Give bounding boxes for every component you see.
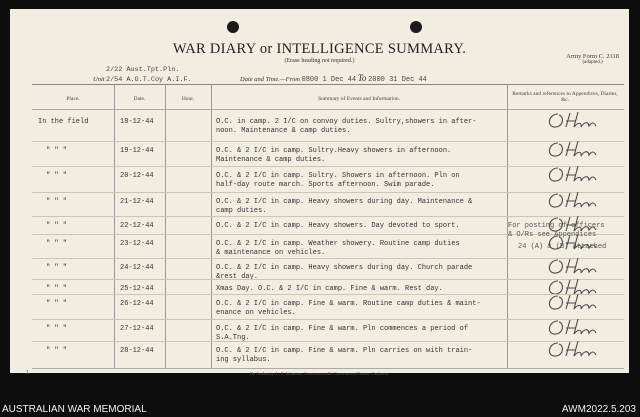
punch-hole [410,21,422,33]
signature-initials [544,139,614,161]
row-summary-line: O.C. & 2 I/C in camp. Heavy showers during day. Church parade [216,264,473,272]
row-date: 27-12-44 [120,325,154,333]
unit-line-1: 2/22 Aust.Tpt.Pln. [106,66,180,74]
row-divider [32,166,624,167]
header-hour: Hour. [181,96,195,102]
unit-label: Unit [93,76,105,83]
header-divider [32,109,624,110]
row-date: 19-12-44 [120,147,154,155]
form-note: (adapted.) [582,60,603,65]
row-date: 28-12-44 [120,347,154,355]
row-divider [32,141,624,142]
row-place: " " " [46,240,68,248]
row-date: 21-12-44 [120,198,154,206]
to-label: To [357,73,367,83]
remarks-line-2: & O/Rs see Appendices [508,231,597,239]
row-summary-line: Maintenance & camp duties. [216,156,326,164]
row-divider [32,216,624,217]
row-summary-line: O.C. & 2 I/C in camp. Fine & warm. Pln commences a period of [216,325,469,333]
document-title: WAR DIARY or INTELLIGENCE SUMMARY. [172,41,467,57]
date-range [240,73,427,84]
unit-value [106,65,192,85]
date-from: 0800 1 Dec 44 [301,76,357,84]
row-summary-line: O.C. & 2 I/C in camp. Sultry. Showers in afternoon. Pln on [216,172,460,180]
row-summary-line: O.C. & 2 I/C in camp. Fine & warm. Pln carries on with train- [216,347,473,355]
archive-reference: AWM2022.5.203 [561,404,636,415]
row-date: 20-12-44 [120,172,154,180]
date-to: 2000 31 Dec 44 [368,76,427,84]
form-number-text: Army Form C. 2118 [566,53,619,60]
row-date: 25-12-44 [120,285,154,293]
unit-line-2: 2/54 A.G.T.Coy A.I.F. [106,76,192,84]
row-place: " " " [46,325,68,333]
row-date: 23-12-44 [120,240,154,248]
row-divider [32,319,624,320]
signature-initials [544,339,614,361]
row-place: " " " [46,198,68,206]
signature-initials [544,292,614,314]
printer-credit: By Authority: L. F. Johnston, Commonwealth Government Printer, Canberra. [249,371,390,376]
header-date: Date. [133,96,146,102]
signature-initials [544,317,614,339]
date-label: Date and Time.—From [240,76,300,83]
row-summary-line: noon. Maintenance & camp duties. [216,127,351,135]
remarks-line-3: 24 (A) & (B) attached [518,243,607,251]
row-place: " " " [46,300,68,308]
row-place: In the field [38,118,89,126]
row-divider [32,294,624,295]
row-place: " " " [46,347,68,355]
row-date: 18-12-44 [120,118,154,126]
row-summary-line: O.C. in camp. 2 I/C on convoy duties. Sultry,showers in after- [216,118,477,126]
row-summary-line: O.C. & 2 I/C in camp. Weather showery. Routine camp duties [216,240,460,248]
row-date: 26-12-44 [120,300,154,308]
row-summary-line: enance on vehicles. [216,309,296,317]
row-place: " " " [46,285,68,293]
diary-table [32,84,624,369]
row-summary-line: S.A.Tng. [216,334,250,342]
document-subtitle: (Erase heading not required.) [284,58,355,64]
row-summary-line: Xmas Day. O.C. & 2 I/C in camp. Fine & warm. Rest day. [216,285,443,293]
column-divider [114,85,115,368]
header-summary: Summary of Events and Information. [317,96,401,102]
page-mark: 1. [26,370,31,376]
header-remarks: Remarks and references to Appendices, Diaries, &c. [512,91,618,103]
row-place: " " " [46,222,68,230]
row-summary-line: half-day route march. Sports afternoon. Swim parade. [216,181,435,189]
row-summary-line: &rest day. [216,273,259,281]
diary-page [10,9,629,376]
row-summary-line: camp duties. [216,207,267,215]
column-divider [211,85,212,368]
row-summary-line: ing syllabus. [216,356,271,364]
row-summary-line: O.C. & 2 I/C in camp. Heavy showers. Day devoted to sport. [216,222,460,230]
remarks-line-1: For posting of officers [508,222,605,230]
archive-name: AUSTRALIAN WAR MEMORIAL [2,404,147,415]
signature-initials [544,256,614,278]
row-place: " " " [46,264,68,272]
column-divider [165,85,166,368]
row-date: 24-12-44 [120,264,154,272]
signature-initials [544,190,614,212]
row-divider [32,341,624,342]
caption-bar [0,401,640,417]
signature-initials [544,164,614,186]
row-summary-line: O.C. & 2 I/C in camp. Fine & warm. Routine camp duties & maint- [216,300,481,308]
signature-initials [544,110,614,132]
row-summary-line: O.C. & 2 I/C in camp. Sultry.Heavy showers in afternoon. [216,147,452,155]
row-place: " " " [46,172,68,180]
header-place: Place. [66,96,80,102]
row-place: " " " [46,147,68,155]
row-summary-line: O.C. & 2 I/C in camp. Heavy showers during day. Maintenance & [216,198,473,206]
row-date: 22-12-44 [120,222,154,230]
punch-hole [227,21,239,33]
row-summary-line: & maintenance on vehicles. [216,249,326,257]
form-number [566,53,619,65]
row-divider [32,258,624,259]
row-divider [32,192,624,193]
row-divider [32,279,624,280]
